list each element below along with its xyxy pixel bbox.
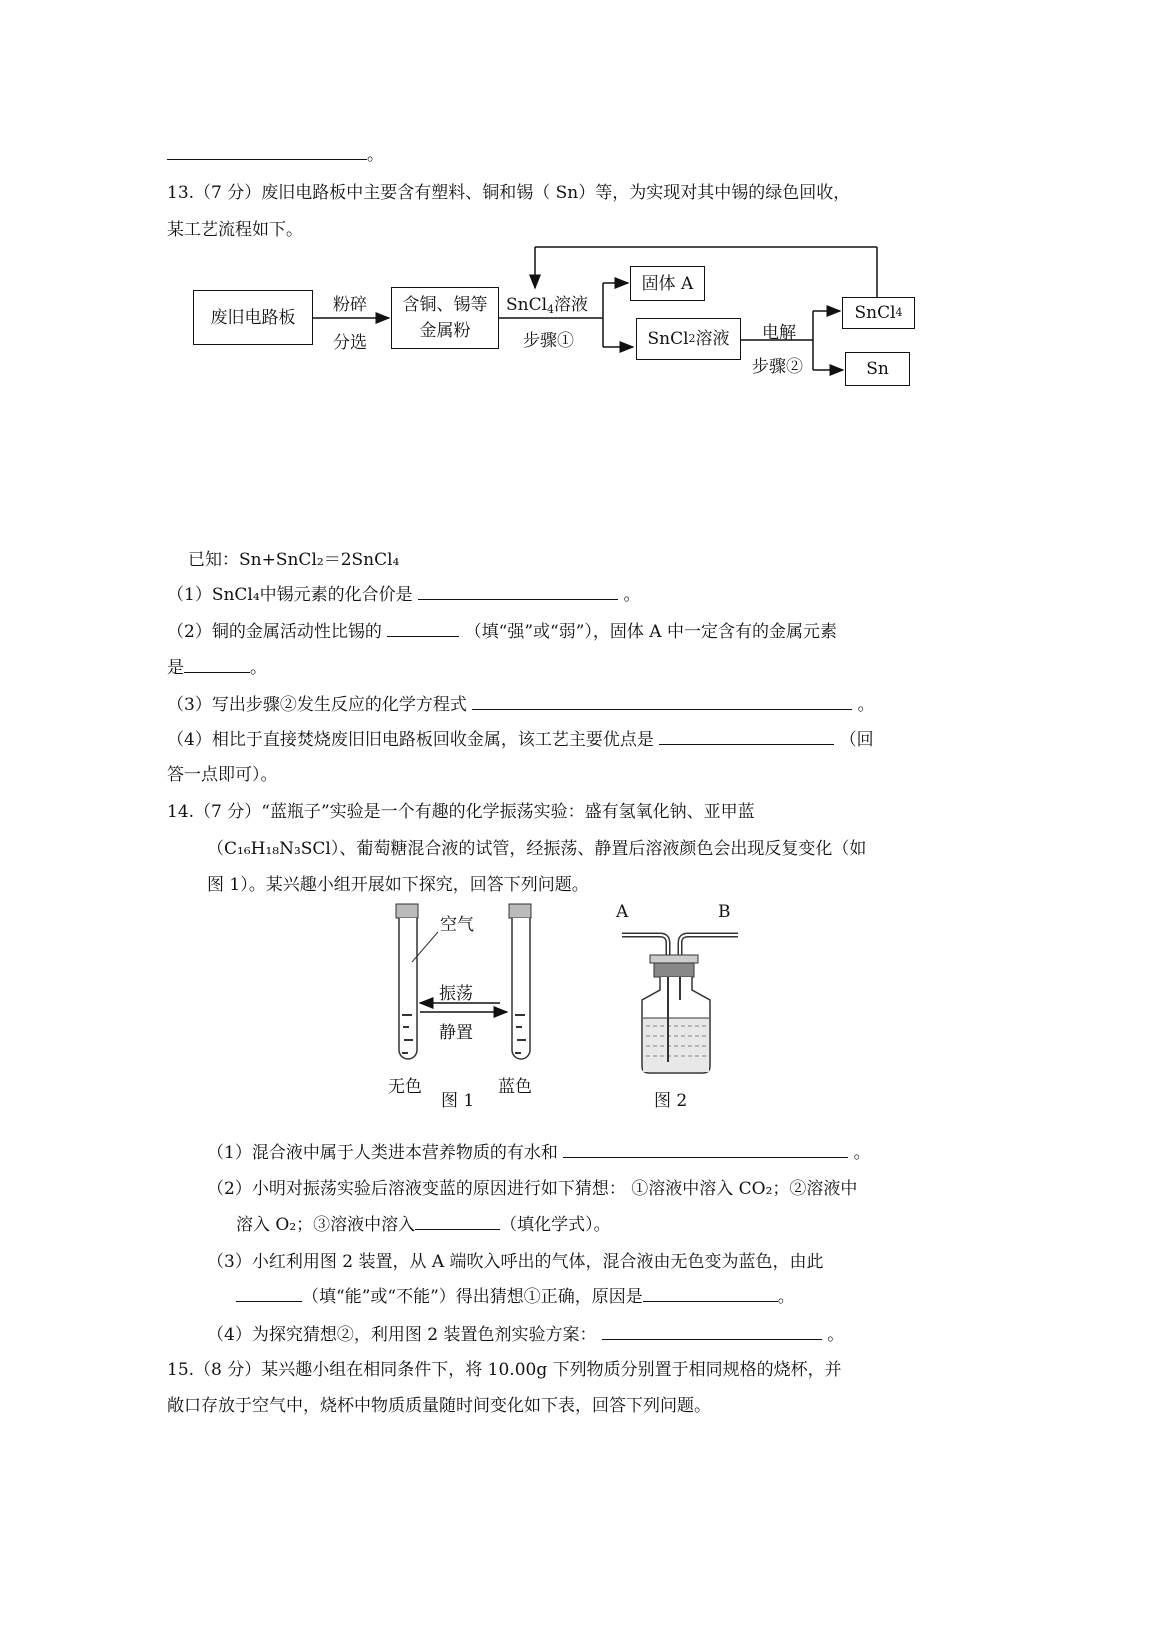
label-electrolysis: 电解 [762,323,796,343]
box-sncl4: SnCl 4 [842,297,915,329]
q14-stem-line3: 图 1）。某兴趣小组开展如下探究，回答下列问题。 [207,875,589,895]
q14-part2: （2）小明对振荡实验后溶液变蓝的原因进行如下猜想： ①溶液中溶入 CO₂；②溶液中 [207,1179,858,1199]
gas-washing-bottle [622,935,738,1073]
label-port-a: A [616,902,629,922]
q13-part2-cont: 是 。 [167,658,267,678]
q13-known: 已知：Sn+SnCl₂＝2SnCl₄ [188,550,400,570]
figure-1-caption: 图 1 [441,1091,475,1111]
label-step2: 步骤② [752,357,803,377]
answer-blank[interactable] [602,1323,822,1340]
box-sncl2-solution: SnCl 2 溶液 [636,318,741,360]
figure-2-caption: 图 2 [654,1091,688,1111]
q14-part1: （1）混合液中属于人类进本营养物质的有水和 。 [207,1143,871,1163]
label-step1: 步骤① [523,331,574,351]
q15-stem-line2: 敞口存放于空气中，烧杯中物质质量随时间变化如下表，回答下列问题。 [167,1396,711,1416]
box-metal-powder: 含铜、锡等 金属粉 [391,287,499,349]
label-stand: 静置 [439,1023,473,1043]
test-tube-left [396,904,418,1059]
box-waste-circuit-board: 废旧电路板 [193,290,313,345]
q13-part4: （4）相比于直接焚烧废旧旧电路板回收金属，该工艺主要优点是 （回 [167,730,874,750]
answer-blank[interactable] [643,1285,778,1302]
answer-blank[interactable] [415,1213,500,1230]
q14-part2-cont: 溶入 O₂；③溶液中溶入 （填化学式）。 [236,1215,611,1235]
q13-part2: （2）铜的金属活动性比锡的 （填“强”或“弱”），固体 A 中一定含有的金属元素 [167,622,837,642]
q14-part3-cont: （填“能”或“不能”）得出猜想①正确，原因是 。 [236,1282,795,1307]
label-sort: 分选 [333,333,367,353]
label-port-b: B [718,902,731,922]
q14-part3: （3）小红利用图 2 装置，从 A 端吹入呼出的气体，混合液由无色变为蓝色，由此 [207,1252,824,1272]
label-shake: 振荡 [439,984,473,1004]
label-crush: 粉碎 [333,295,367,315]
q13-stem-line2: 某工艺流程如下。 [167,220,303,240]
box-sn: Sn [845,352,910,386]
label-air: 空气 [440,915,474,935]
q13-part4-cont: 答一点即可）。 [167,765,278,785]
known-equation: Sn+SnCl₂＝2SnCl₄ [239,550,400,570]
answer-blank[interactable] [236,1285,302,1302]
q14-stem-line2: （C₁₆H₁₈N₃SCl）、葡萄糖混合液的试管，经振荡、静置后溶液颜色会出现反复变化（如 [207,839,867,859]
answer-blank[interactable] [563,1141,848,1158]
q13-stem: 13.（7 分）废旧电路板中主要含有塑料、铜和锡（ Sn）等，为实现对其中锡的绿色回收， [167,183,851,203]
test-tube-right [509,904,531,1059]
q14-part4: （4）为探究猜想②，利用图 2 装置色剂实验方案： 。 [207,1325,845,1345]
q13-part1: （1）SnCl₄中锡元素的化合价是 。 [167,585,641,605]
prev-answer-line: 。 [167,140,384,165]
box-solid-a: 固体 A [630,266,705,301]
label-sncl4-solution: SnCl$_4$溶液 [506,295,589,316]
q13-part3: （3）写出步骤②发生反应的化学方程式 。 [167,695,875,715]
q15-stem: 15.（8 分）某兴趣小组在相同条件下，将 10.00g 下列物质分别置于相同规格的烧杯，并 [167,1360,842,1380]
label-colorless: 无色 [388,1077,422,1097]
q14-stem: 14.（7 分）“蓝瓶子”实验是一个有趣的化学振荡实验：盛有氢氧化钠、亚甲蓝 [167,802,755,822]
label-blue: 蓝色 [498,1077,532,1097]
